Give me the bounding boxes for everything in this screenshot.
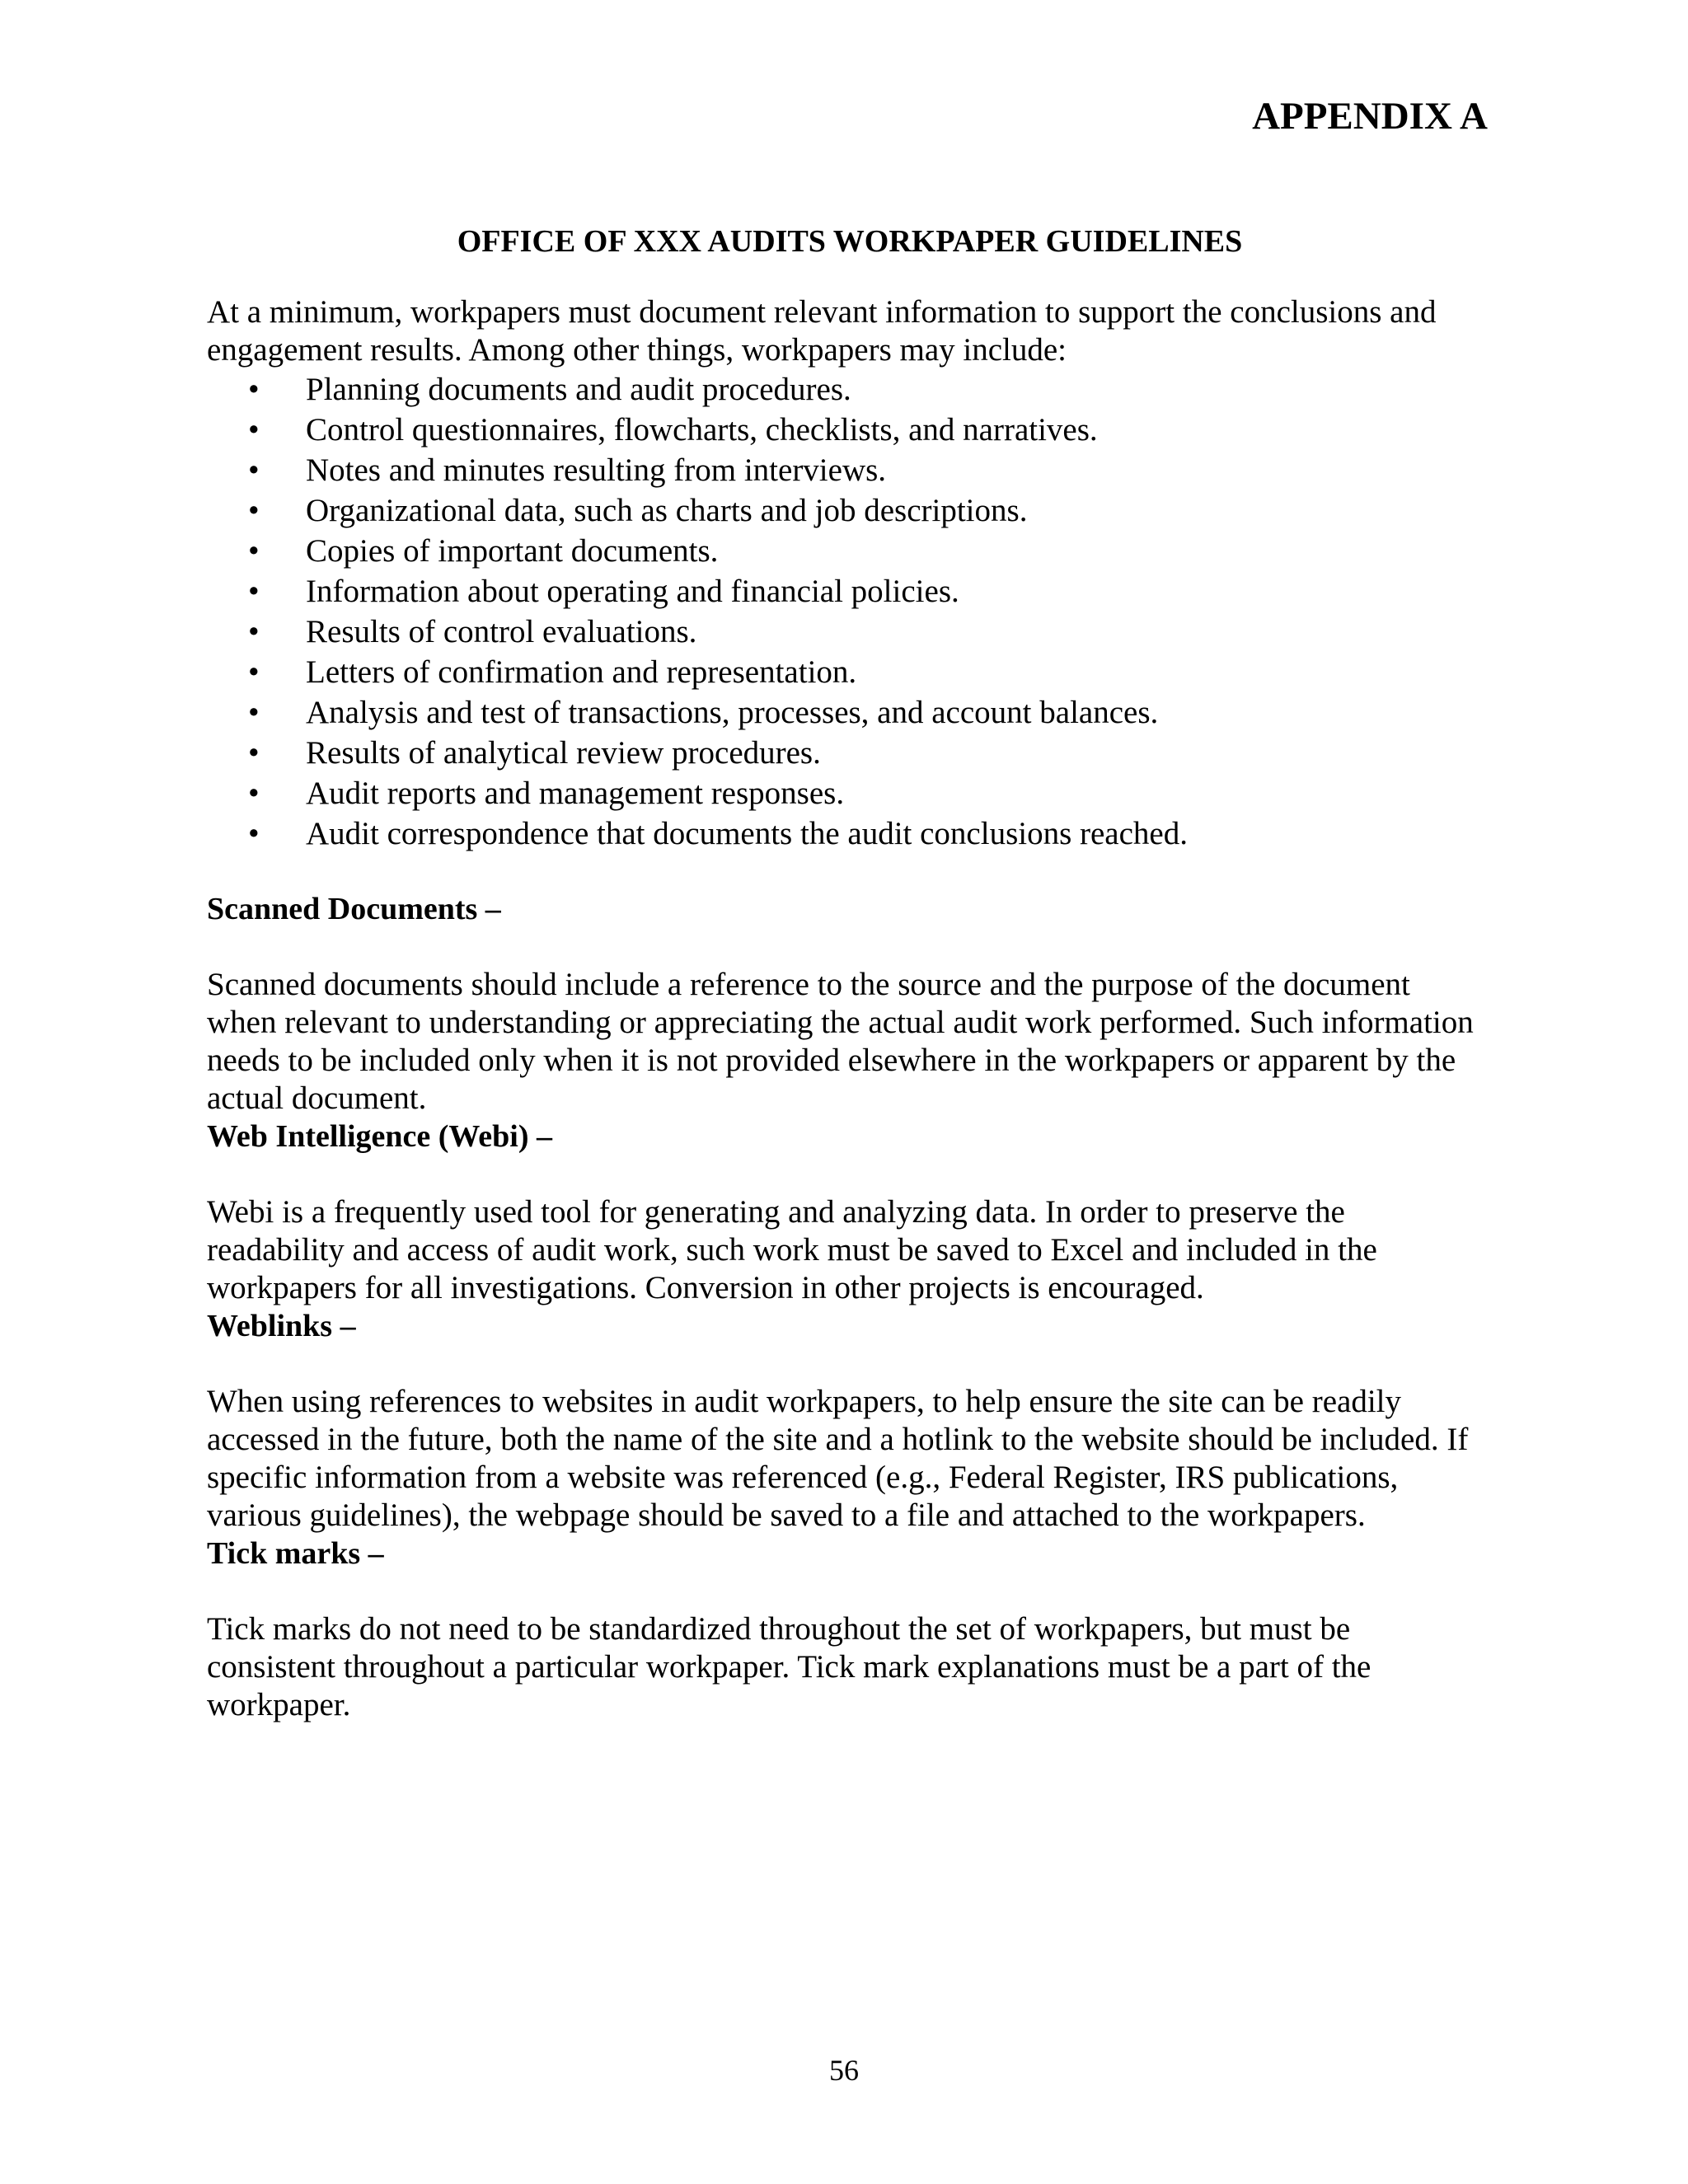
list-item-text: Audit correspondence that documents the audit conclusions reached.	[306, 816, 1188, 851]
workpaper-contents-list	[207, 369, 1476, 854]
list-item-text: Notes and minutes resulting from interviews.	[306, 452, 887, 488]
list-item-text: Control questionnaires, flowcharts, checklists, and narratives.	[306, 412, 1098, 448]
section-text-tick-marks: Tick marks do not need to be standardized throughout the set of workpapers, but must be consistent throughout a particular workpaper. Tick mark explanations must be a part of the workpaper.	[207, 1611, 1372, 1722]
bullet-icon: •	[248, 412, 260, 448]
list-item-text: Results of analytical review procedures.	[306, 735, 821, 771]
list-item	[207, 773, 1476, 813]
list-item	[207, 490, 1476, 531]
section-heading-scanned-documents: Scanned Documents –	[207, 892, 501, 926]
section-text-web-intelligence: Webi is a frequently used tool for generating and analyzing data. In order to preserve the readability and access of audit work, such work must be saved to Excel and included in the workpapers for all investigations. Conversion in other projects is encouraged.	[207, 1194, 1377, 1305]
list-item	[207, 813, 1476, 854]
bullet-icon: •	[248, 654, 260, 690]
list-item-text: Information about operating and financial policies.	[306, 574, 959, 609]
document-title: OFFICE OF XXX AUDITS WORKPAPER GUIDELINES	[457, 224, 1243, 259]
list-item-text: Copies of important documents.	[306, 533, 719, 569]
list-item-text: Results of control evaluations.	[306, 614, 697, 649]
list-item	[207, 571, 1476, 612]
intro-paragraph: At a minimum, workpapers must document relevant information to support the conclusions and engagement results. Among other things, workpapers may include:	[207, 294, 1437, 368]
bullet-icon: •	[248, 776, 260, 811]
bullet-icon: •	[248, 533, 260, 569]
bullet-icon: •	[248, 574, 260, 609]
bullet-icon: •	[248, 695, 260, 730]
document-body	[207, 223, 1476, 1724]
list-item-text: Organizational data, such as charts and job descriptions.	[306, 493, 1028, 528]
bullet-icon: •	[248, 372, 260, 407]
section-heading-weblinks: Weblinks –	[207, 1309, 356, 1343]
page-number: 56	[829, 2054, 859, 2087]
bullet-icon: •	[248, 493, 260, 528]
list-item	[207, 410, 1476, 450]
section-text-weblinks: When using references to websites in audit workpapers, to help ensure the site can be readily accessed in the future, both the name of the site and a hotlink to the website should be included. If specific information from a website was referenced (e.g., Federal Register, IRS publications, various guidelines), the webpage should be saved to a file and attached to the workpapers.	[207, 1384, 1469, 1533]
bullet-icon: •	[248, 452, 260, 488]
list-item	[207, 369, 1476, 410]
list-item-text: Analysis and test of transactions, processes, and account balances.	[306, 695, 1159, 730]
bullet-icon: •	[248, 614, 260, 649]
list-item	[207, 733, 1476, 773]
section-text-scanned-documents: Scanned documents should include a reference to the source and the purpose of the document when relevant to understanding or appreciating the actual audit work performed. Such information needs to be included only when it is not provided elsewhere in the workpapers or apparent by the actual document.	[207, 967, 1474, 1116]
list-item	[207, 652, 1476, 692]
section-heading-web-intelligence: Web Intelligence (Webi) –	[207, 1119, 553, 1154]
list-item-text: Letters of confirmation and representation.	[306, 654, 857, 690]
bullet-icon: •	[248, 735, 260, 771]
list-item	[207, 450, 1476, 490]
list-item-text: Audit reports and management responses.	[306, 776, 845, 811]
list-item	[207, 612, 1476, 652]
list-item-text: Planning documents and audit procedures.	[306, 372, 851, 407]
appendix-label: APPENDIX A	[1252, 95, 1488, 138]
bullet-icon: •	[248, 816, 260, 851]
list-item	[207, 531, 1476, 571]
list-item	[207, 692, 1476, 733]
section-heading-tick-marks: Tick marks –	[207, 1536, 384, 1571]
